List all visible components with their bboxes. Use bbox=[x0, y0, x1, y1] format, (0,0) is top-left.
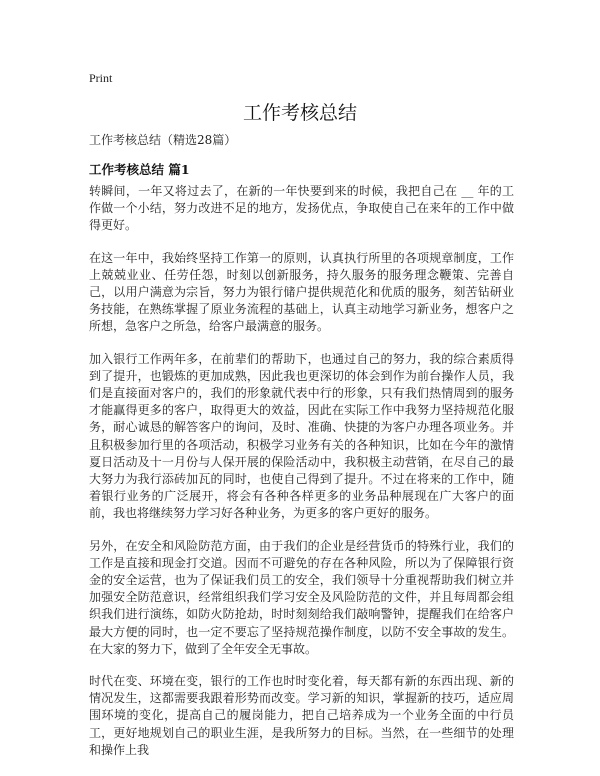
document-subtitle: 工作考核总结（精选28篇） bbox=[89, 133, 237, 147]
print-link[interactable]: Print bbox=[89, 71, 113, 85]
paragraph-1: 转瞬间，一年又将过去了，在新的一年快要到来的时候，我把自己在 __ 年的工作做一个小结，努力改进不足的地方，发扬优点，争取使自己在来年的工作中做得更好。 bbox=[89, 184, 514, 233]
article-body bbox=[89, 183, 514, 774]
paragraph-5: 时代在变、环境在变，银行的工作也时时变化着，每天都有新的东西出现、新的情况发生，这都需要我跟着形势而改变。学习新的知识，掌握新的技巧，适应周围环境的变化，提高自己的履岗能力，把自己培养成为一个业务全面的中行员工，更好地规划自己的职业生涯，是我所努力的目标。当然，在一些细节的处理和操作上我 bbox=[89, 674, 514, 757]
paragraph-2: 在这一年中，我始终坚持工作第一的原则，认真执行所里的各项规章制度，工作上兢兢业业、任劳任怨，时刻以创新服务，持久服务的服务理念鞭策、完善自己，以用户满意为宗旨，努力为银行储户提供规范化和优质的服务，刻苦钻研业务技能，在熟练掌握了原业务流程的基础上，认真主动地学习新业务，想客户之所想，急客户之所急，给客户最满意的服务。 bbox=[89, 250, 514, 334]
document-title: 工作考核总结 bbox=[242, 102, 357, 124]
section-heading: 工作考核总结 篇1 bbox=[89, 162, 190, 177]
paragraph-3: 加入银行工作两年多，在前辈们的帮助下，也通过自己的努力，我的综合素质得到了提升，也锻炼的更加成熟，因此我也更深切的体会到作为前台操作人员，我们是直接面对客户的，我们的形象就代表中行的形象，只有我们热情周到的服务才能赢得更多的客户，取得更大的效益，因此在实际工作中我努力坚持规范化服务，耐心诚恳的解答客户的询问，及时、准确、快捷的为客户办理各项业务。并且积极参加行里的各项活动，积极学习业务有关的各种知识，比如在今年的激情夏日活动及十一月份与人保开展的保险活动中，我积极主动营销，在尽自己的最大努力为我行添砖加瓦的同时，也使自己得到了提升。不过在将来的工作中，随着银行业务的广泛展开，将会有各种各样更多的业务品种展现在广大客户的面前，我也将继续努力学习好各种业务，为更多的客户更好的服务。 bbox=[89, 351, 514, 521]
paragraph-4: 另外，在安全和风险防范方面，由于我们的企业是经营货币的特殊行业，我们的工作是直接和现金打交道。因而不可避免的存在各种风险，所以为了保障银行资金的安全运营，也为了保证我们员工的安全，我们领导十分重视帮助我们树立并加强安全防范意识，经常组织我们学习安全及风险防范的文件，并且每周都会组织我们进行演练，如防火防抢劫，时时刻刻给我们敲响警钟，提醒我们在给客户最大方便的同时，也一定不要忘了坚持规范操作制度，以防不安全事故的发生。在大家的努力下，做到了全年安全无事故。 bbox=[89, 538, 514, 656]
